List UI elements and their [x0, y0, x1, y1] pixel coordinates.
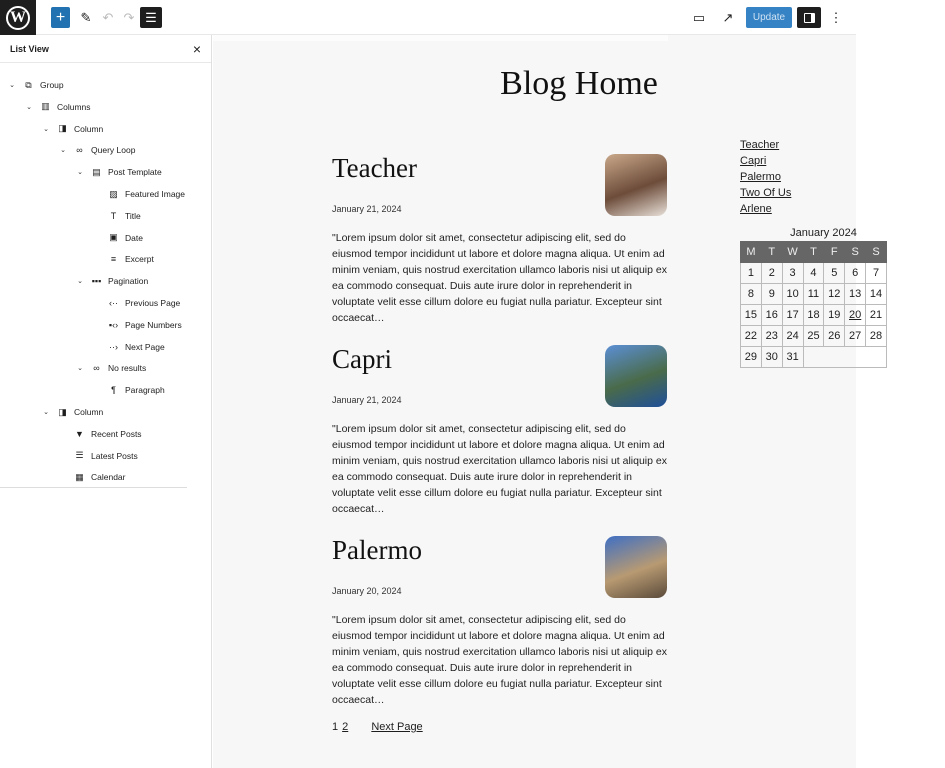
featured-image[interactable]: [605, 536, 667, 598]
list-view-item-label: Date: [125, 232, 143, 243]
wordpress-icon: W: [6, 6, 30, 30]
previous-icon: ‹··: [109, 298, 118, 308]
list-icon: ☰: [75, 450, 84, 461]
list-view-item[interactable]: [75, 270, 148, 292]
list-view-item[interactable]: [58, 423, 142, 445]
calendar-week: [741, 284, 887, 305]
sidebar-icon: [804, 13, 815, 23]
undo-icon: ↶: [102, 9, 114, 25]
calendar-day: 31: [782, 347, 803, 368]
list-view-item[interactable]: [92, 248, 154, 270]
chevron-down-icon[interactable]: ⌄: [77, 169, 83, 177]
list-view-item-label: Title: [125, 210, 141, 221]
list-view-icon: ☰: [145, 9, 157, 25]
calendar-day: 15: [741, 305, 762, 326]
list-view-item[interactable]: [92, 292, 180, 314]
calendar-icon: ▦: [75, 471, 84, 482]
next-icon: ··›: [109, 341, 118, 352]
calendar-day: 2: [761, 263, 782, 284]
list-view-item-label: Columns: [57, 101, 91, 112]
calendar-day: 16: [761, 305, 782, 326]
calendar-day: 1: [741, 263, 762, 284]
calendar-day: 23: [761, 326, 782, 347]
pagination: [332, 721, 427, 733]
desktop-icon: ▭: [692, 9, 706, 25]
external-link-icon: ↗: [722, 9, 734, 25]
recent-post-link[interactable]: Palermo: [740, 171, 781, 183]
calendar-week: [741, 347, 887, 368]
calendar-day: 3: [782, 263, 803, 284]
list-view-item[interactable]: [58, 139, 135, 161]
calendar-day: 8: [741, 284, 762, 305]
list-view-item-label: Column: [74, 407, 104, 417]
calendar-caption: January 2024: [790, 227, 857, 239]
post-title[interactable]: Capri: [332, 344, 392, 374]
weekday-label: W: [782, 242, 803, 263]
calendar-day: 19: [824, 305, 845, 326]
list-view-item-label: Query Loop: [91, 145, 136, 156]
calendar-day: 10: [782, 284, 803, 305]
post-title[interactable]: Palermo: [332, 535, 422, 565]
list-view-item[interactable]: [75, 161, 162, 183]
list-view-item-label: Featured Image: [125, 189, 186, 199]
calendar-day[interactable]: 20: [845, 305, 866, 326]
list-view-item-label: Column: [74, 123, 104, 134]
calendar-week: [741, 305, 887, 326]
loop-icon: ∞: [93, 363, 100, 374]
calendar-day: 7: [866, 263, 887, 284]
add-block-button[interactable]: +: [51, 7, 70, 28]
chevron-down-icon[interactable]: ⌄: [9, 82, 15, 89]
paragraph-icon: ¶: [111, 385, 116, 396]
pen-icon: ✎: [80, 9, 92, 25]
calendar-day: 21: [866, 305, 887, 326]
excerpt-icon: ≡: [110, 254, 117, 265]
calendar-day: 6: [845, 263, 866, 284]
calendar-header: [741, 242, 887, 263]
loop-icon: ∞: [76, 145, 83, 156]
options-button[interactable]: [828, 7, 844, 28]
columns-icon: ▥: [41, 101, 50, 112]
calendar-day: 9: [761, 284, 782, 305]
settings-button[interactable]: [797, 7, 821, 28]
list-view-item[interactable]: [58, 466, 126, 488]
pagination-icon: ▪▪▪: [91, 276, 102, 287]
list-view-item[interactable]: [24, 96, 91, 118]
calendar-empty: [803, 347, 886, 368]
update-button[interactable]: Update: [746, 7, 792, 28]
list-view-item-label: Group: [40, 80, 64, 90]
close-icon[interactable]: ×: [192, 40, 201, 57]
list-view-item[interactable]: [92, 336, 165, 358]
recent-post-link[interactable]: Two Of Us: [740, 187, 792, 199]
weekday-label: F: [824, 242, 845, 263]
calendar-day: 11: [803, 284, 824, 305]
view-site-button[interactable]: [719, 7, 737, 28]
list-view-item-label: Latest Posts: [91, 450, 138, 461]
recent-post-link[interactable]: Arlene: [740, 203, 772, 215]
calendar-day: 5: [824, 263, 845, 284]
list-view-item[interactable]: [92, 314, 182, 336]
block-tree: [0, 63, 187, 488]
list-view-item-label: Excerpt: [125, 254, 154, 265]
top-toolbar: [0, 0, 856, 35]
calendar-day: 13: [845, 284, 866, 305]
featured-image[interactable]: [605, 345, 667, 407]
chevron-down-icon[interactable]: ⌄: [26, 103, 32, 111]
calendar-week: [741, 326, 887, 347]
calendar-day: 17: [782, 305, 803, 326]
weekday-label: M: [741, 242, 762, 263]
chevron-down-icon[interactable]: ⌄: [43, 409, 49, 416]
chevron-down-icon[interactable]: ⌄: [43, 125, 49, 133]
page-number-link[interactable]: 2: [342, 721, 349, 733]
calendar: [740, 227, 887, 368]
post-date: January 21, 2024: [332, 395, 402, 405]
list-view-item[interactable]: [41, 118, 103, 140]
title-icon: T: [110, 210, 117, 221]
list-view-item-label: Recent Posts: [91, 428, 142, 439]
list-view-item-label: Paragraph: [125, 385, 165, 396]
post-date: January 20, 2024: [332, 586, 402, 596]
column-icon: ◨: [58, 123, 67, 134]
calendar-week: [741, 263, 887, 284]
list-view-panel: [0, 35, 212, 768]
weekday-label: S: [866, 242, 887, 263]
list-view-item-label: Next Page: [125, 341, 165, 352]
list-view-item-label: Pagination: [108, 276, 149, 287]
list-view-item[interactable]: [58, 445, 138, 467]
featured-image[interactable]: [605, 154, 667, 216]
redo-icon: ↷: [123, 9, 135, 25]
calendar-day: 30: [761, 347, 782, 368]
calendar-day: 27: [845, 326, 866, 347]
list-view-item[interactable]: [92, 227, 143, 249]
list-view-item[interactable]: [92, 379, 165, 401]
list-view-button[interactable]: [140, 7, 162, 28]
calendar-date-icon: ▣: [109, 232, 118, 243]
weekday-label: S: [845, 242, 866, 263]
calendar-day: 18: [803, 305, 824, 326]
chevron-down-icon[interactable]: ⌄: [77, 365, 83, 373]
list-view-item[interactable]: [92, 205, 141, 227]
editor-canvas: [213, 35, 883, 768]
undo-button[interactable]: [100, 7, 116, 28]
edit-tool-button[interactable]: [78, 7, 94, 28]
list-view-item[interactable]: [92, 183, 185, 205]
post-title[interactable]: Teacher: [332, 153, 418, 183]
chevron-down-icon[interactable]: ⌄: [60, 147, 66, 155]
post-excerpt: "Lorem ipsum dolor sit amet, consectetur adipiscing elit, sed do eiusmod tempor incididunt ut labore et dolore magna aliqua. Ut enim ad minim veniam, quis nostrud exercitation ullamco laboris nisi ut aliquip ex ea commodo consequat. Duis aute irure dolor in reprehenderit in voluptate velit esse cillum dolore eu fugiat nulla pariatur. Excepteur sint occaecat…: [332, 614, 667, 706]
page-title: Blog Home: [500, 65, 658, 102]
list-view-item[interactable]: [7, 74, 64, 96]
post-excerpt: "Lorem ipsum dolor sit amet, consectetur adipiscing elit, sed do eiusmod tempor incididunt ut labore et dolore magna aliqua. Ut enim ad minim veniam, quis nostrud exercitation ullamco laboris nisi ut aliquip ex ea commodo consequat. Duis aute irure dolor in reprehenderit in voluptate velit esse cillum dolore eu fugiat nulla pariatur. Excepteur sint occaecat…: [332, 423, 667, 515]
list-view-item-label: Calendar: [91, 472, 126, 483]
layout-icon: ▤: [92, 166, 101, 177]
recent-posts: [740, 137, 791, 217]
weekday-label: T: [803, 242, 824, 263]
calendar-day: 25: [803, 326, 824, 347]
group-icon: ⧉: [25, 79, 32, 90]
calendar-day: 24: [782, 326, 803, 347]
next-page-link[interactable]: Next Page: [371, 721, 423, 733]
list-view-item-label: Post Template: [108, 167, 162, 178]
list-view-item-label: Previous Page: [125, 298, 181, 308]
wordpress-logo-button[interactable]: [0, 0, 36, 35]
recent-post-link[interactable]: Capri: [740, 155, 767, 167]
list-view-item-label: No results: [108, 363, 147, 374]
recent-post-link[interactable]: Teacher: [740, 139, 780, 151]
calendar-day: 12: [824, 284, 845, 305]
panel-title: List View: [10, 43, 49, 54]
calendar-day: 22: [741, 326, 762, 347]
list-view-item[interactable]: [75, 357, 146, 379]
post-date: January 21, 2024: [332, 204, 402, 214]
post-excerpt: "Lorem ipsum dolor sit amet, consectetur adipiscing elit, sed do eiusmod tempor incididunt ut labore et dolore magna aliqua. Ut enim ad minim veniam, quis nostrud exercitation ullamco laboris nisi ut aliquip ex ea commodo consequat. Duis aute irure dolor in reprehenderit in voluptate velit esse cillum dolore eu fugiat nulla pariatur. Excepteur sint occaecat…: [332, 232, 667, 324]
preview-device-button[interactable]: [690, 7, 708, 28]
page-number-current: 1: [332, 721, 339, 733]
calendar-day: 26: [824, 326, 845, 347]
calendar-day: 14: [866, 284, 887, 305]
bookmark-icon: ▼: [75, 428, 84, 439]
list-view-item[interactable]: [41, 401, 103, 423]
calendar-day: 28: [866, 326, 887, 347]
weekday-label: T: [761, 242, 782, 263]
list-view-item-label: Page Numbers: [125, 319, 182, 330]
chevron-down-icon[interactable]: ⌄: [77, 278, 83, 286]
more-vertical-icon: ⋮: [829, 9, 843, 25]
calendar-day: 29: [741, 347, 762, 368]
image-icon: ▨: [109, 188, 118, 199]
calendar-day: 4: [803, 263, 824, 284]
column-icon: ◨: [58, 406, 67, 417]
redo-button[interactable]: [121, 7, 137, 28]
page-numbers-icon: ▪‹›: [108, 319, 119, 330]
